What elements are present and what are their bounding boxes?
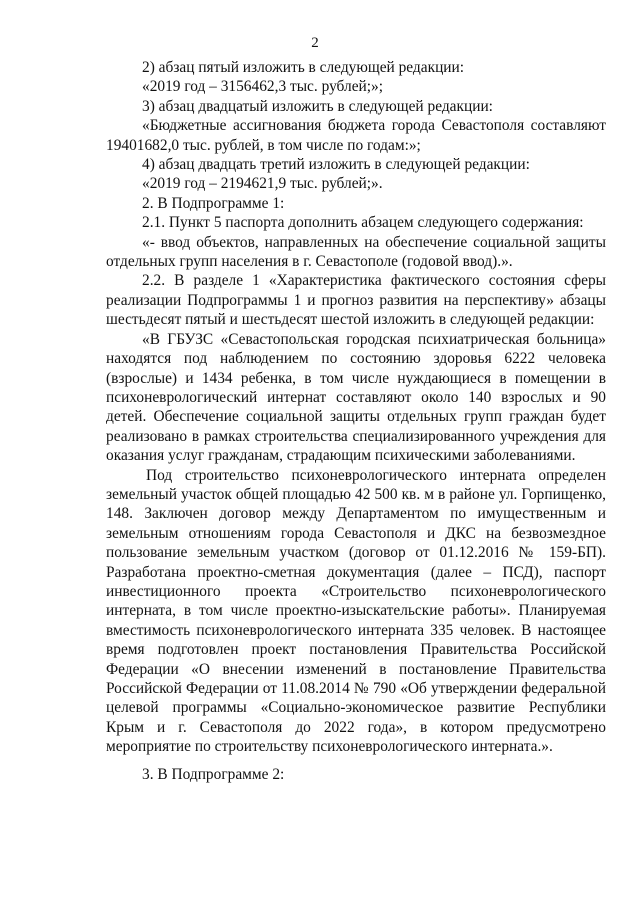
paragraph: Под строительство психоневрологического интерната определен земельный участок общей площадью 42 500 кв. м в районе ул. Горпищенко, 148. Заключен договор между Департаментом по имущественным и земельным отношениям города Севастополя и ДКС на безвозмездное пользование земельным участком (договор от 01.12.2016 № 159-БП). Разработана проектно-сметная документация (далее – ПСД), паспорт инвестиционного проекта «Строительство психоневрологического интерната, в том числе проектно-изыскательские работы». Планируемая вместимость психоневрологического интерната 335 человек. В настоящее время подготовлен проект постановления Правительства Российской Федерации «О внесении изменений в постановление Правительства Российской Федерации от 11.08.2014 № 790 «Об утверждении федеральной целевой программы «Социально-экономическое развитие Республики Крым и г. Севастополя до 2022 года», в котором предусмотрено мероприятие по строительству психоневрологического интерната.». (106, 466, 606, 756)
paragraph: «В ГБУЗС «Севастопольская городская психиатрическая больница» находятся под наблюдением по состоянию здоровья 6222 человека (взрослые) и 1434 ребенка, в том числе нуждающиеся в помещении в психоневрологический интернат составляют около 140 взрослых и 90 детей. Обеспечение социальной защиты отдельных групп граждан будет реализовано в рамках строительства специализированного учреждения для оказания услуг гражданам, страдающим психическими заболеваниями. (106, 330, 606, 465)
paragraph: «Бюджетные ассигнования бюджета города Севастополя составляют 19401682,0 тыс. рублей, в том числе по годам:»; (106, 117, 606, 154)
paragraph: 3) абзац двадцатый изложить в следующей редакции: (142, 97, 493, 115)
paragraph: 2.2. В разделе 1 «Характеристика фактического состояния сферы реализации Подпрограммы 1 и прогноз развития на перспективу» абзацы шестьдесят пятый и шестьдесят шестой изложить в следующей редакции: (106, 272, 606, 329)
paragraph: «2019 год – 3156462,3 тыс. рублей;»; (142, 78, 384, 96)
paragraph: 4) абзац двадцать третий изложить в следующей редакции: (142, 156, 530, 174)
page-number: 2 (311, 35, 319, 51)
paragraph: 2. В Подпрограмме 1: (142, 194, 285, 212)
paragraph: «- ввод объектов, направленных на обеспечение социальной защиты отдельных групп населения в г. Севастополе (годовой ввод).». (106, 233, 606, 271)
document-body (106, 58, 606, 784)
paragraph: 3. В Подпрограмме 2: (142, 765, 285, 783)
paragraph: 2.1. Пункт 5 паспорта дополнить абзацем следующего содержания: (142, 214, 584, 232)
paragraph: «2019 год – 2194621,9 тыс. рублей;». (142, 175, 383, 193)
paragraph: 2) абзац пятый изложить в следующей редакции: (142, 59, 465, 76)
